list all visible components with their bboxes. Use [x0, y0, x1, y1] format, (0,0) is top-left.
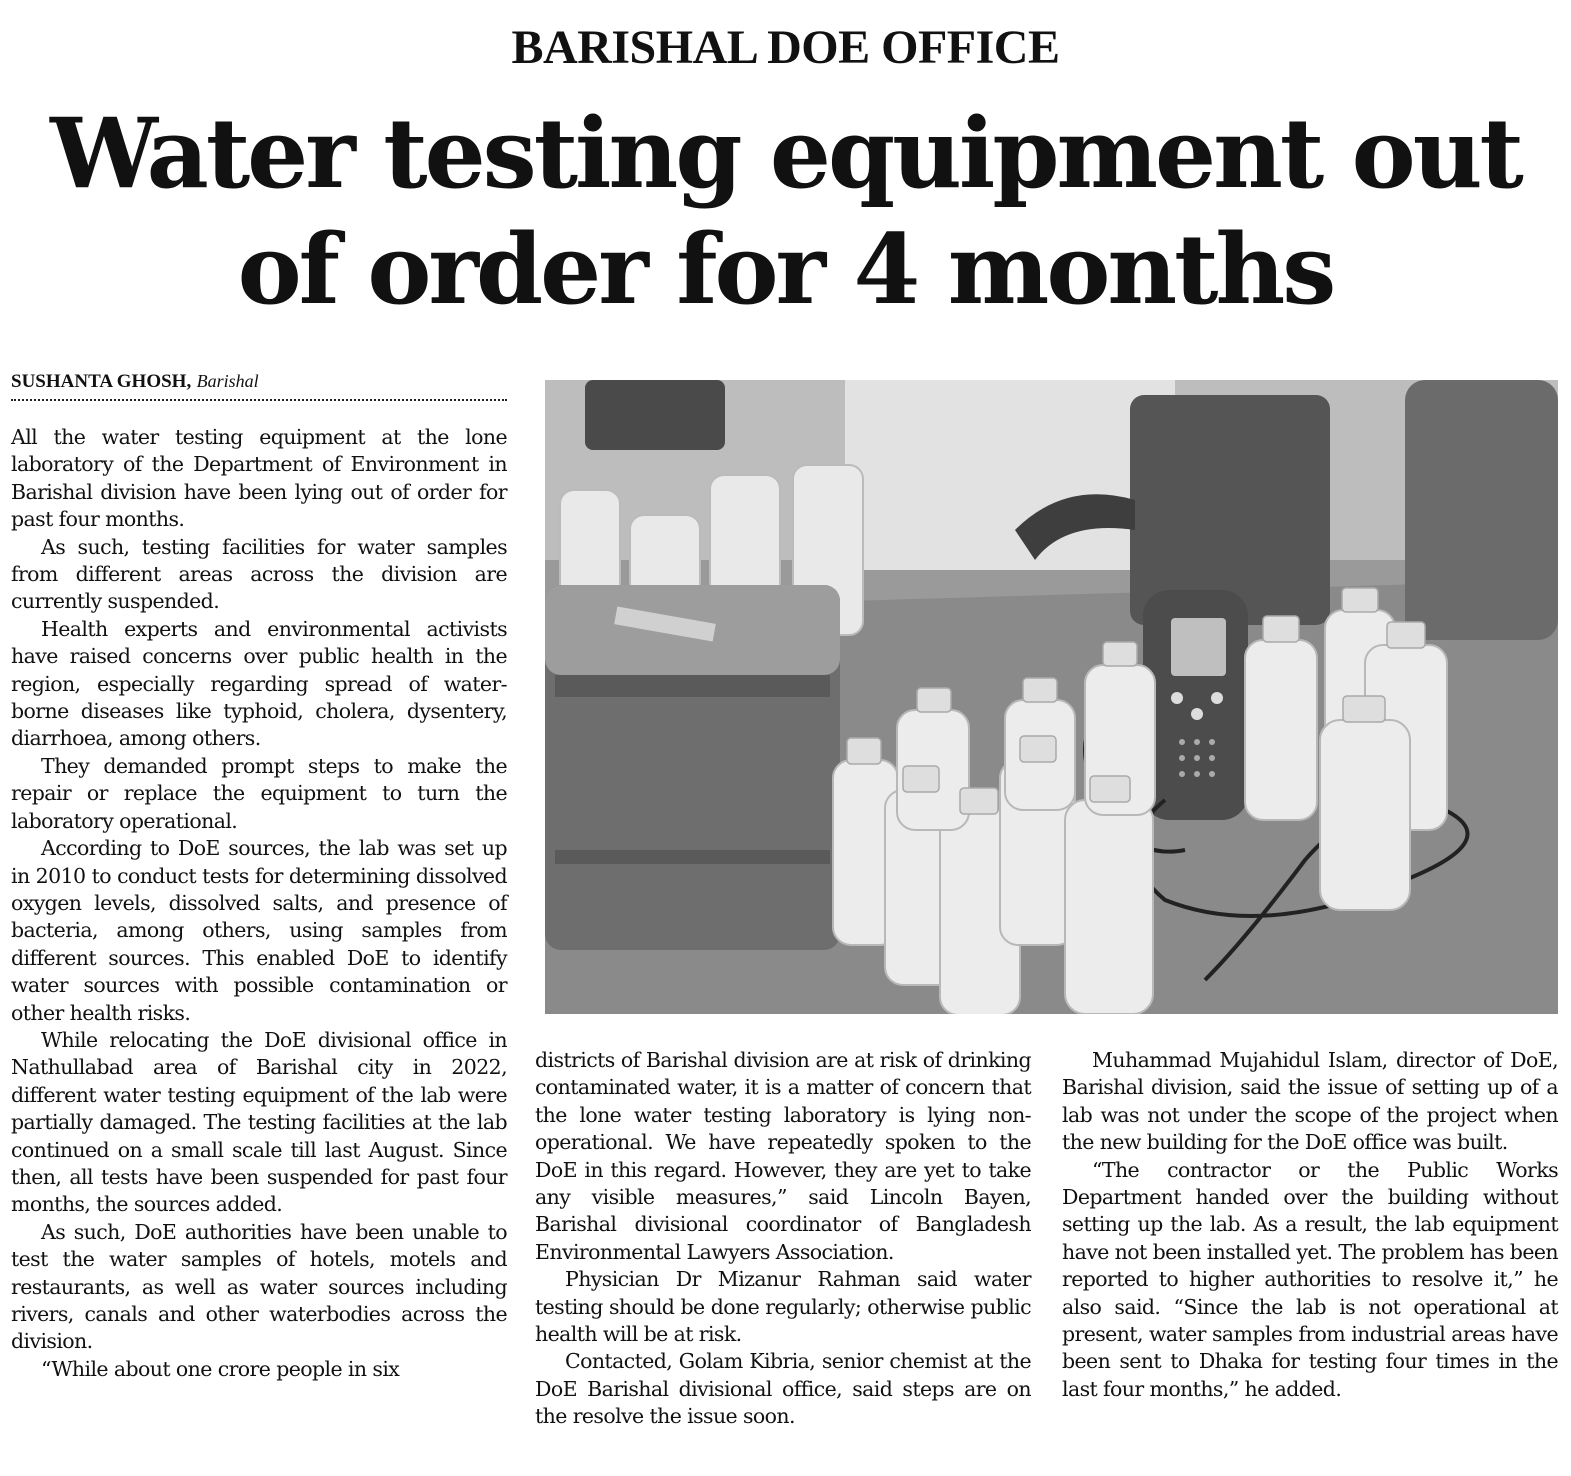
- paragraph: “While about one crore people in six: [41, 1356, 400, 1381]
- article-column-1: [11, 424, 507, 1383]
- paragraph: According to DoE sources, the lab was set up in 2010 to conduct tests for determining dissolved oxygen levels, dissolved salts, and presence of bacteria, among others, using samples from different sources. This enabled DoE to identify water sources with possible contamination or other health risks.: [11, 836, 507, 1025]
- paragraph: While relocating the DoE divisional office in Nathullabad area of Barishal city in 2022, different water testing equipment of the lab were partially damaged. The testing facilities at the lab continued on a small scale till last August. Since then, all tests have been suspended for past four months, the sources added.: [11, 1027, 507, 1217]
- photo-icon: [545, 380, 1558, 1014]
- paragraph: Muhammad Mujahidul Islam, director of DoE, Barishal division, said the issue of setting up of a lab was not under the scope of the project when the new building for the DoE office was built.: [1062, 1048, 1558, 1155]
- article-photo: [545, 380, 1558, 1014]
- paragraph: Physician Dr Mizanur Rahman said water testing should be done regularly; otherwise public health will be at risk.: [535, 1267, 1031, 1347]
- byline-location: Barishal: [196, 371, 259, 391]
- paragraph: They demanded prompt steps to make the repair or replace the equipment to turn the laboratory operational.: [11, 753, 507, 833]
- article-column-2: [535, 1047, 1031, 1431]
- paragraph: As such, DoE authorities have been unable to test the water samples of hotels, motels and restaurants, as well as water sources including rivers, canals and other waterbodies across the division.: [11, 1219, 507, 1354]
- paragraph: As such, testing facilities for water samples from different areas across the division are currently suspended.: [11, 534, 507, 614]
- section-kicker: BARISHAL DOE OFFICE: [511, 21, 1060, 74]
- paragraph: “The contractor or the Public Works Department handed over the building without setting up the lab. As a result, the lab equipment have not been installed yet. The problem has been reported to higher authorities to resolve it,” he also said. “Since the lab is not operational at present, water samples from industrial areas have been sent to Dhaka for testing four times in the last four months,” he added.: [1062, 1157, 1558, 1401]
- byline-author: SUSHANTA GHOSH,: [11, 371, 192, 392]
- byline: [11, 370, 507, 401]
- headline-line-1: Water testing equipment out: [50, 97, 1521, 210]
- paragraph: Health experts and environmental activists have raised concerns over public health in the region, especially regarding spread of water-borne diseases like typhoid, cholera, dysentery, diarrhoea, among others.: [11, 616, 507, 751]
- paragraph: districts of Barishal division are at risk of drinking contaminated water, it is a matter of concern that the lone water testing laboratory is lying non-operational. We have repeatedly spoken to the DoE in this regard. However, they are yet to take any visible measures,” said Lincoln Bayen, Barishal divisional coordinator of Bangladesh Environmental Lawyers Association.: [535, 1048, 1031, 1264]
- headline: [0, 96, 1571, 328]
- paragraph: All the water testing equipment at the lone laboratory of the Department of Environment in Barishal division have been lying out of order for past four months.: [11, 425, 507, 532]
- article-column-3: [1062, 1047, 1558, 1403]
- headline-line-2: of order for 4 months: [237, 213, 1334, 326]
- paragraph: Contacted, Golam Kibria, senior chemist at the DoE Barishal divisional office, said steps are on the resolve the issue soon.: [535, 1349, 1031, 1429]
